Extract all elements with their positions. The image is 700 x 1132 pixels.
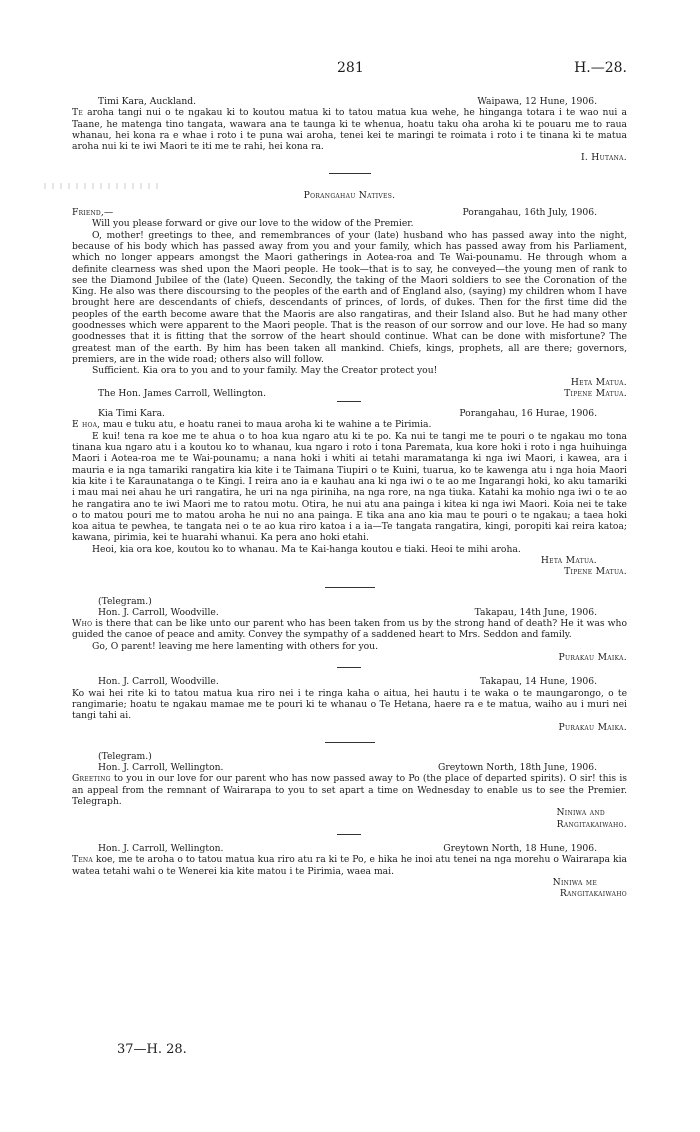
intro: Will you please forward or give our love to the widow of the Premier. bbox=[92, 218, 414, 230]
place-date: Porangahau, 16th July, 1906. bbox=[462, 207, 597, 219]
letter-body: O, mother! greetings to thee, and remembrances of your (late) husband who has passed away into the night, because of his body which has passed away from you and your family, which has passed away from his Parliament, which no longer appears amongst the Maori gatherings in Aotea-roa and Te Wai-pounamu. He through whom a definite clearness was shed upon the Maori people. He took—that is to say, he conveyed—the young men of rank to see the Diamond Jubilee of the (late) Queen. Secondly, the taking of the Maori soldiers to see the Coronation of the King. He also was there discoursing to the peoples of the earth and of England also, (saying) my children whom I have brought here are descendants of chiefs, descendants of princes, of lords, of dukes. Then for the first time did the peoples of the earth become aware that the Maoris are also rangatiras, and their Island also. But he had many other goodnesses which were apparent to the Maori people. That is the reason of our sorrow and our love. He had so many goodnesses that it is fitting that the sorrow of the heart should continue. What can be done with misfortune? The greatest man of the earth. By him has been taken all mankind. Chiefs, kings, prophets, all are there; governors, premiers, are in the wide road; others also will follow. bbox=[72, 229, 627, 365]
letter-body bbox=[72, 854, 627, 877]
closing: Sufficient. Kia ora to you and to your family. May the Creator protect you! bbox=[92, 365, 438, 377]
body-lead: Te bbox=[72, 107, 83, 119]
body-lead: Greeting bbox=[72, 773, 111, 785]
addressee: Hon. J. Carroll, Wellington. bbox=[98, 762, 224, 774]
addressee: Hon. J. Carroll, Woodville. bbox=[98, 676, 219, 688]
closing: Go, O parent! leaving me here lamenting with others for you. bbox=[92, 640, 379, 652]
divider bbox=[325, 742, 375, 743]
signature-2: Rangitakaiwaho. bbox=[556, 818, 627, 830]
signature-1: Heta Matua. bbox=[540, 554, 597, 566]
signature: Purakau Maika. bbox=[558, 721, 627, 733]
letter-header bbox=[72, 408, 627, 419]
addressee: Hon. J. Carroll, Wellington. bbox=[98, 842, 224, 854]
letter-header bbox=[72, 762, 627, 773]
place-date: Greytown North, 18 Hune, 1906. bbox=[443, 842, 597, 854]
signature: Purakau Maika. bbox=[558, 652, 627, 664]
document-reference: H.—28. bbox=[574, 60, 627, 76]
signature-1: Niniwa me bbox=[552, 876, 597, 888]
intro-text: , mau e tuku atu, e hoatu ranei to maua aroha ki te wahine a te Pirimia. bbox=[97, 419, 432, 431]
body-text: aroha tangi nui o te ngakau ki to koutou matua ki to tatou matua kua wehe, he hinganga totara i te wao nui a Taane, he matenga tino tangata, wawara ana te taunga ki te whenua, hoatu taku oha aroha ki te pouaru me to raua whanau, hei kona ra e whae i roto i te puna wai aroha, tenei kei te maringi te roimata i roto i te tinana ki te matua aroha nui ki te iwi Maori te iti me te rahi, hei kona ra. bbox=[72, 107, 627, 153]
closing: Heoi, kia ora koe, koutou ko to whanau. Ma te Kai-hanga koutou e tiaki. Heoi te mihi aroha. bbox=[92, 543, 521, 555]
addressee: The Hon. James Carroll, Wellington. bbox=[98, 387, 266, 399]
divider bbox=[325, 587, 375, 588]
signature-2: Tipene Matua. bbox=[564, 387, 627, 399]
addressee: Kia Timi Kara. bbox=[98, 408, 165, 420]
letter-body: E kui! tena ra koe me te ahua o to hoa kua ngaro atu ki te po. Ka nui te tangi me te pouri o te ngakau mo tona tinana kua ngaro atu i a koutou ko to whanau, kua ngaro i roto i tona Paremata, kua kore hoki i roto i nga huihuinga Maori i Aotea-roa me te Wai-pounamu; a nana hoki i whiti ai tetahi maramatanga ki nga iwi Maori, i kawea, ara i mauria e ia nga tamariki rangatira kia kite i te Taimana Tiupiri o te Kuini, tuarua, ko te kawenga atu i nga hoia Maori kia kite i te Karaunatanga o te Kingi. I reira ano ia e kauhau ana ki nga iwi o te ao me Ingarangi hoki, ko aku tamariki i mau mai nei ahau he uri rangatira, he uri na nga piriniha, na nga rore, na nga tiuka. Katahi ka mohio nga iwi o te ao he rangatira ano te iwi Maori me to ratou motu. Otira, he nui atu ana painga i kitea ki nga iwi Maori. Koia nei te take o to matou pouri me to matou aroha he nui no ana painga. E tika ana ano kia mau te pouri o te ngakau; a taea hoki koa aitua te pewhea, te tangata nei o te ao kua riro katoa i a ia—Te tangata rangatira, kingi, poropiti kai reira katoa; kawana, pirimia, kei te huarahi whanui. Ka pera ano hoki etahi. bbox=[72, 430, 627, 544]
section-title: Porangahau Natives. bbox=[303, 189, 396, 201]
addressee: Hon. J. Carroll, Woodville. bbox=[98, 606, 219, 618]
letter-header bbox=[72, 207, 627, 218]
place-date: Waipawa, 12 Hune, 1906. bbox=[477, 96, 597, 107]
signature: I. Hutana. bbox=[580, 152, 627, 164]
intro bbox=[72, 419, 627, 430]
addressee: Timi Kara, Auckland. bbox=[98, 96, 197, 107]
signature-2: Tipene Matua. bbox=[564, 566, 627, 578]
divider bbox=[337, 834, 361, 835]
letter-body bbox=[72, 107, 627, 152]
signature-1: Niniwa and bbox=[556, 807, 605, 819]
signature-2: Rangitakaiwaho bbox=[559, 888, 627, 900]
body-lead: Who bbox=[72, 618, 93, 630]
letter-body: Ko wai hei rite ki to tatou matua kua riro nei i te ringa kaha o aitua, hei hautu i te waka o te maungarongo, o te rangimarie; hoatu te ngakau mamae me te pouri ki te whanau o Te Hetana, haere ra e te matua, waiho au i muri nei tangi tahi ai. bbox=[72, 687, 627, 722]
body-text: koe, me te aroha o to tatou matua kua riro atu ra ki te Po, e hika he inoi atu tenei na nga morehu o Wairarapa kia watea tetahi wahi o te Wenerei kia kite matou i te Pirimia, waea mai. bbox=[72, 854, 627, 877]
telegram-label: (Telegram.) bbox=[98, 595, 152, 607]
telegram-label: (Telegram.) bbox=[98, 750, 152, 762]
footer-reference: 37—H. 28. bbox=[117, 1042, 187, 1057]
letter-header bbox=[72, 96, 627, 107]
letter-body bbox=[72, 773, 627, 807]
letter-header bbox=[72, 843, 627, 854]
letter-takapau-mi bbox=[72, 676, 627, 732]
signature-1: Heta Matua. bbox=[570, 376, 627, 388]
divider bbox=[337, 667, 361, 668]
place-date: Takapau, 14th June, 1906. bbox=[474, 606, 597, 618]
body-text: is there that can be like unto our parent who has been taken from us by the strong hand of death? He it was who guided the canoe of peace and amity. Convey the sympathy of a saddened heart to Mrs. Seddon and family. bbox=[72, 618, 627, 641]
body-text: to you in our love for our parent who has now passed away to Po (the place of departed spirits). O sir! this is an appeal from the remnant of Wairarapa to you to set apart a time on Wednesday to enable us to see the Premier. Telegraph. bbox=[72, 773, 627, 808]
letter-header bbox=[72, 607, 627, 618]
salutation: Friend,— bbox=[72, 207, 114, 219]
telegram-takapau-en bbox=[72, 596, 627, 664]
page-body bbox=[72, 58, 627, 899]
place-date: Porangahau, 16 Hurae, 1906. bbox=[459, 408, 597, 420]
divider bbox=[337, 401, 361, 402]
letter-maori bbox=[72, 408, 627, 577]
letter-hutana bbox=[72, 96, 627, 164]
letter-english bbox=[72, 207, 627, 399]
letter-greytown-mi bbox=[72, 843, 627, 899]
intro-lead: E hoa bbox=[72, 419, 98, 431]
signature-row bbox=[72, 388, 627, 399]
divider bbox=[329, 173, 371, 174]
letter-header bbox=[72, 676, 627, 687]
letter-body bbox=[72, 618, 627, 641]
page-number: 281 bbox=[337, 60, 364, 76]
telegram-greytown-en bbox=[72, 751, 627, 830]
body-lead: Tena bbox=[72, 854, 93, 866]
place-date: Takapau, 14 Hune, 1906. bbox=[479, 676, 597, 688]
place-date: Greytown North, 18th June, 1906. bbox=[437, 762, 597, 774]
